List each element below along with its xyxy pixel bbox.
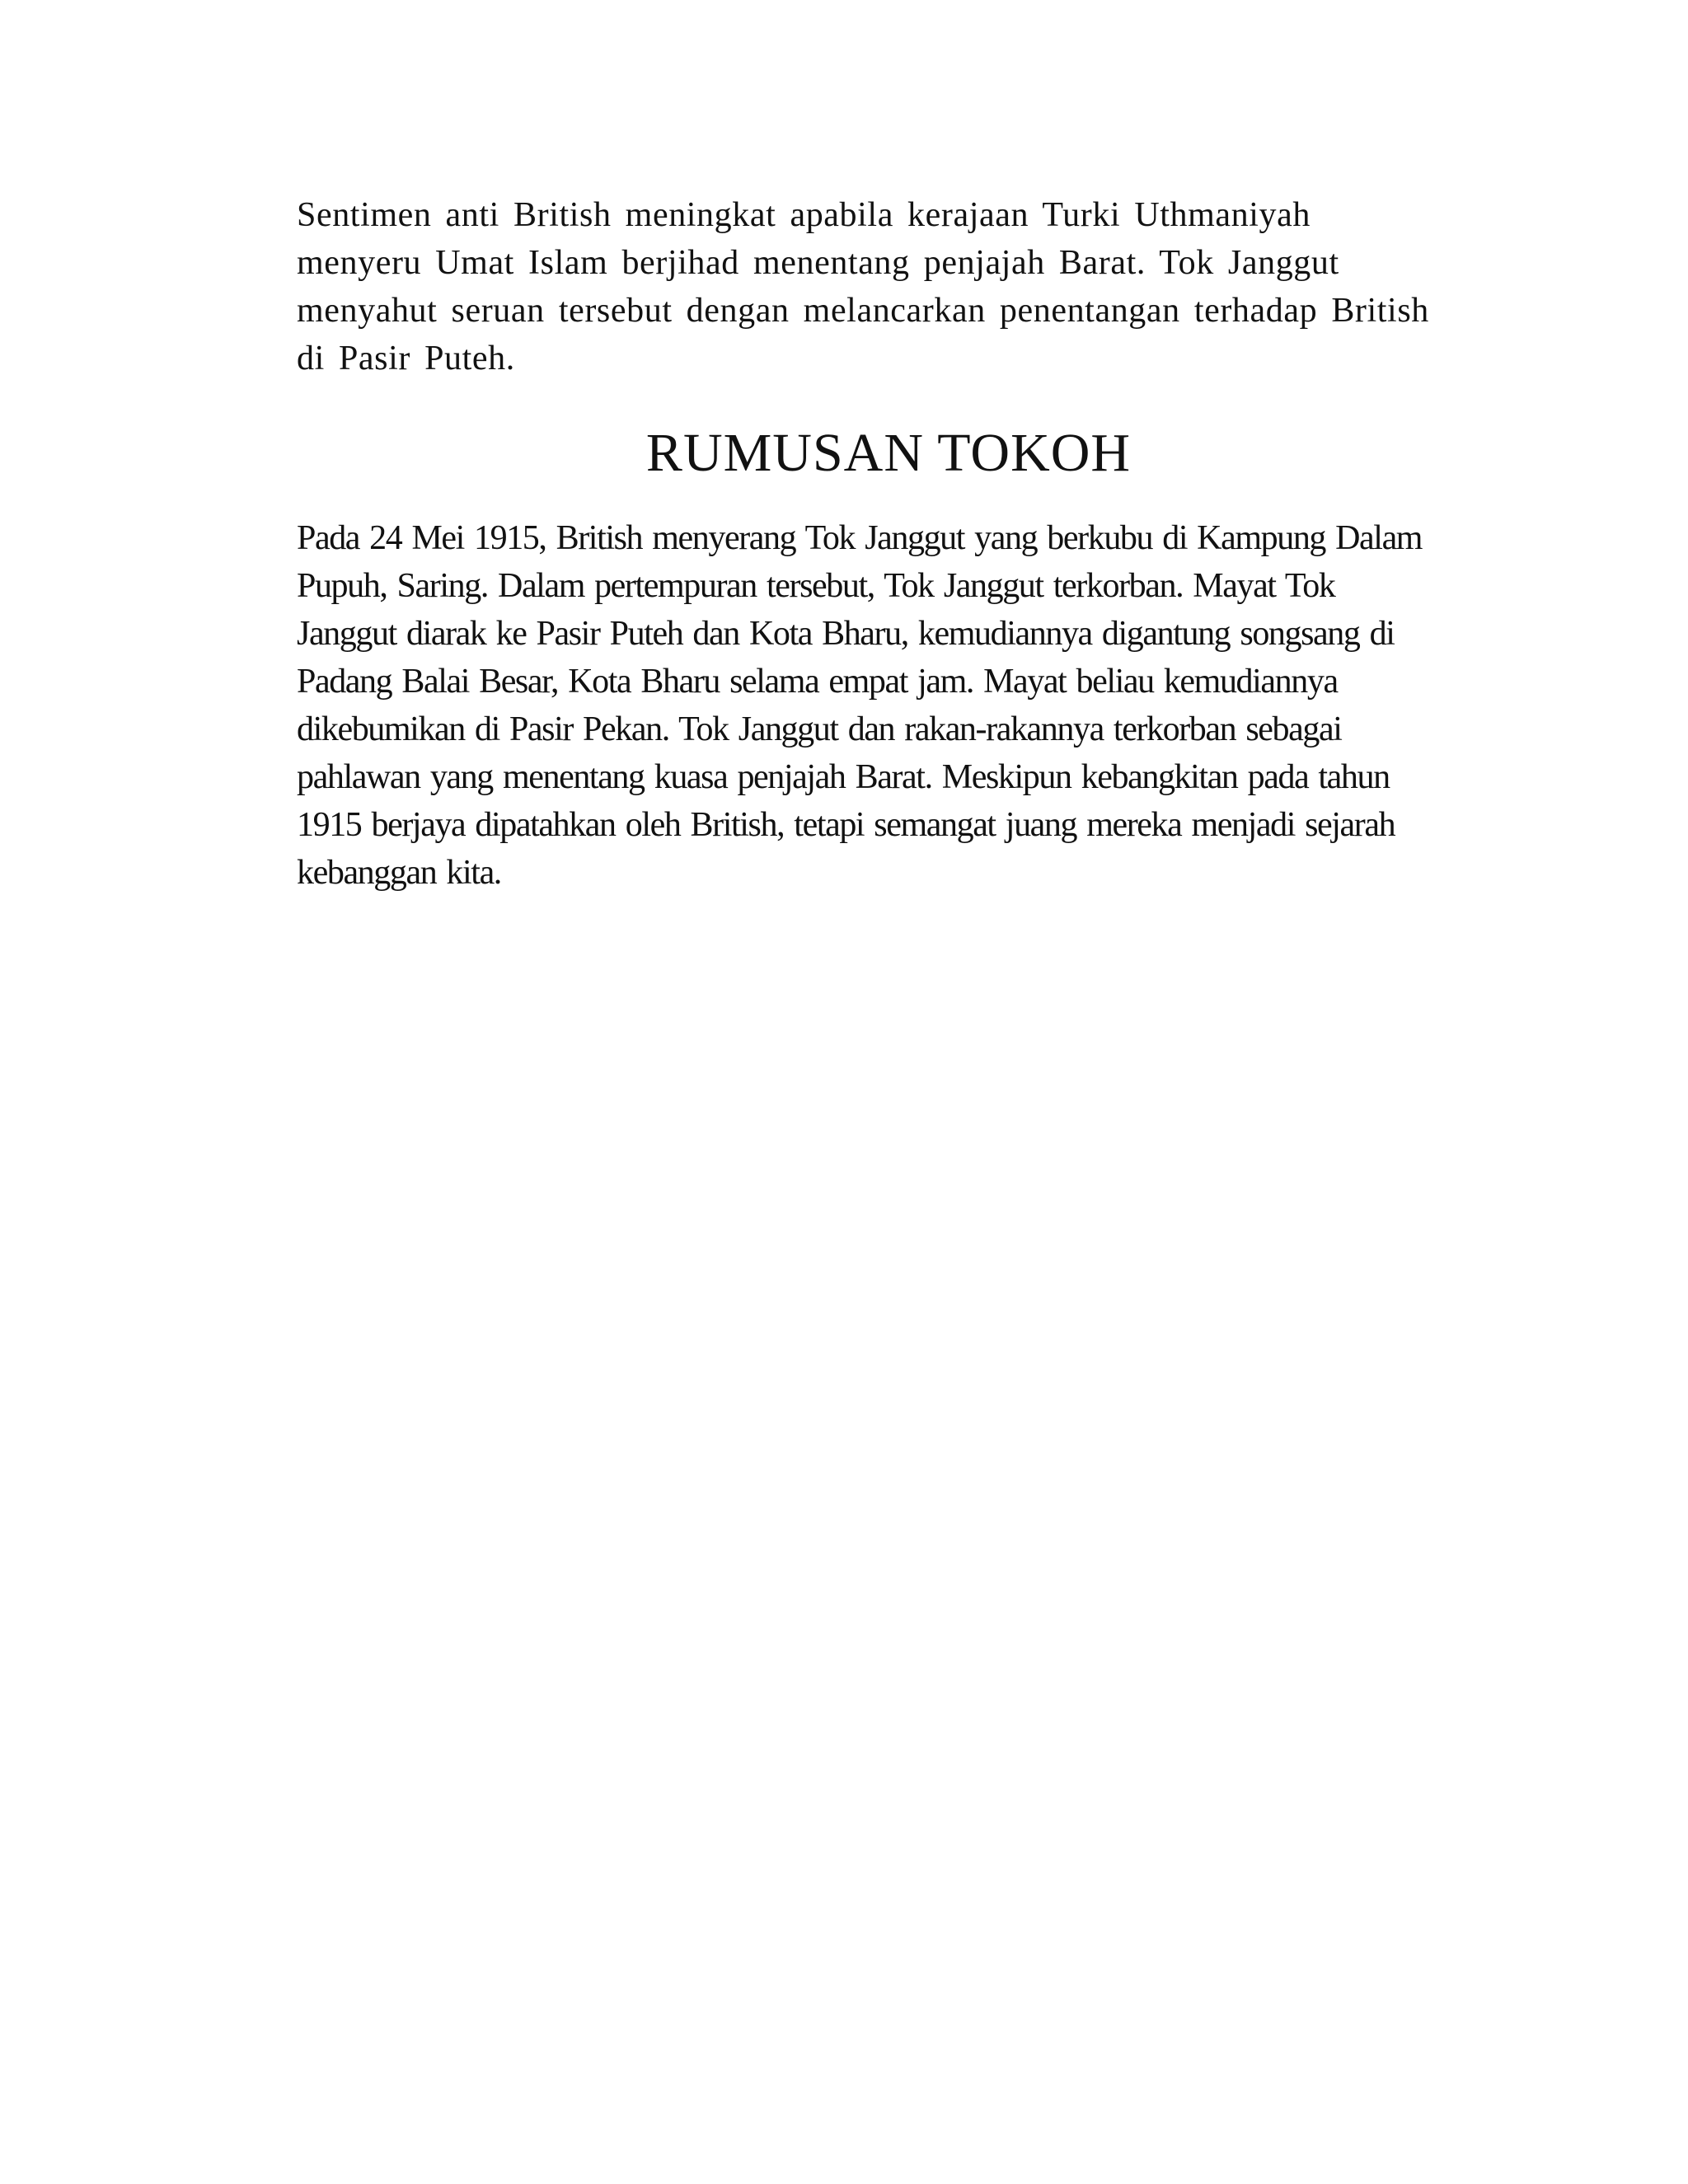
summary-line: Padang Balai Besar, Kota Bharu selama empat jam. Mayat beliau kemudiannya: [297, 663, 1338, 701]
section-heading: RUMUSAN TOKOH: [645, 423, 1132, 483]
summary-line: Pupuh, Saring. Dalam pertempuran tersebut, Tok Janggut terkorban. Mayat Tok: [297, 567, 1335, 605]
intro-line: menyeru Umat Islam berjihad menentang penjajah Barat. Tok Janggut: [297, 244, 1339, 282]
intro-line: di Pasir Puteh.: [297, 340, 515, 377]
summary-line: 1915 berjaya dipatahkan oleh British, tetapi semangat juang mereka menjadi sejarah: [297, 806, 1395, 844]
summary-line: Pada 24 Mei 1915, British menyerang Tok Janggut yang berkubu di Kampung Dalam: [297, 519, 1423, 557]
summary-line: Janggut diarak ke Pasir Puteh dan Kota Bharu, kemudiannya digantung songsang di: [297, 615, 1395, 653]
intro-line: Sentimen anti British meningkat apabila kerajaan Turki Uthmaniyah: [297, 196, 1311, 234]
summary-line: kebanggan kita.: [297, 854, 501, 892]
summary-line: dikebumikan di Pasir Pekan. Tok Janggut dan rakan-rakannya terkorban sebagai: [297, 710, 1342, 748]
summary-line: pahlawan yang menentang kuasa penjajah Barat. Meskipun kebangkitan pada tahun: [297, 758, 1390, 796]
intro-line: menyahut seruan tersebut dengan melancarkan penentangan terhadap British: [297, 292, 1429, 330]
